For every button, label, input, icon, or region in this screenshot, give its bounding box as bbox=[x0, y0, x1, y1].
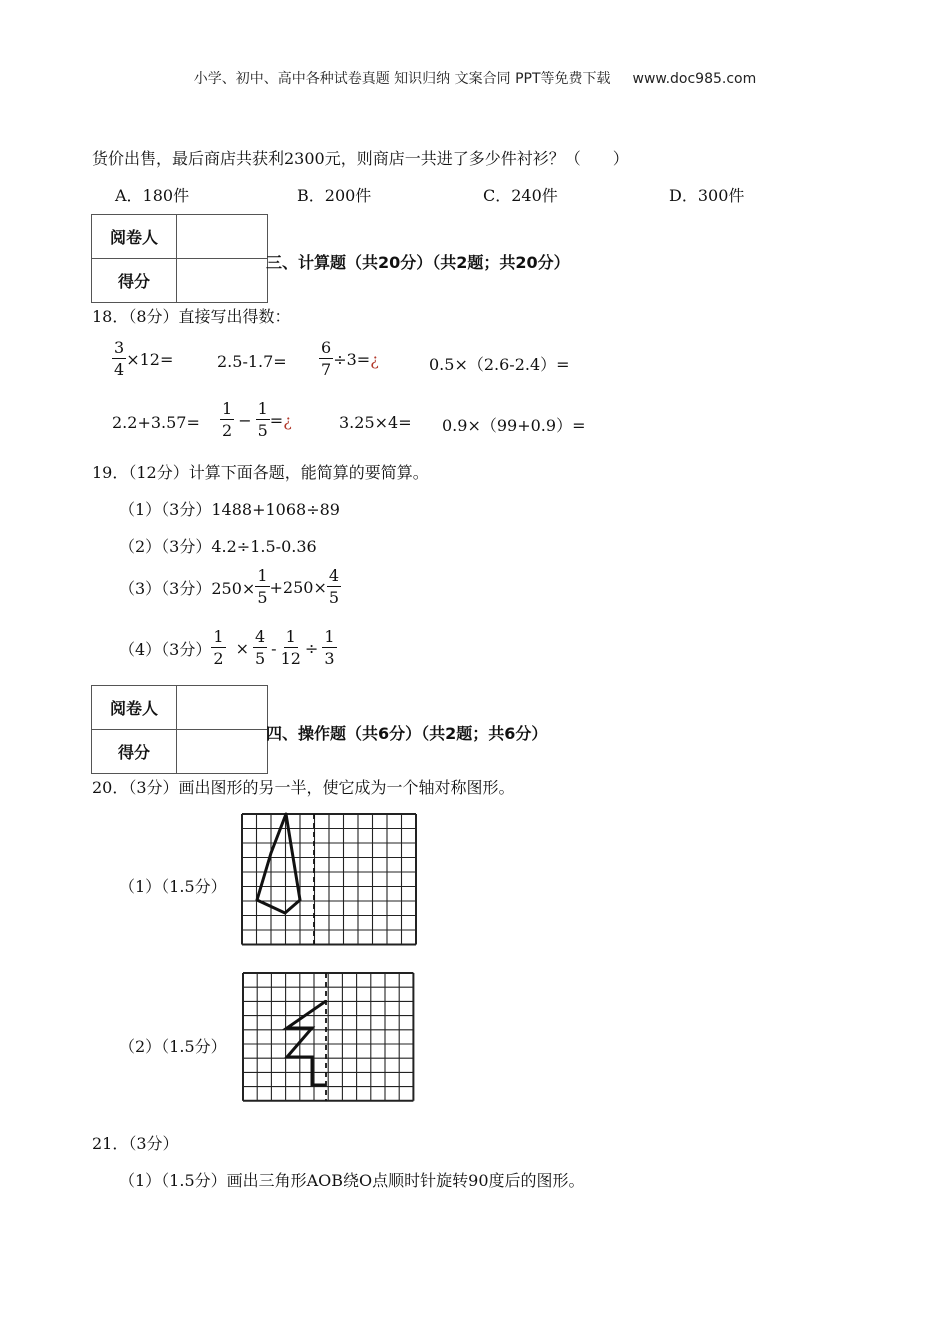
q19-part-4 bbox=[119, 629, 337, 667]
section4-title: 四、操作题（共6分）（共2题；共6分） bbox=[266, 724, 548, 743]
score-label: 得分 bbox=[92, 730, 177, 774]
q18-item-4: 0.5×（2.6-2.4）= bbox=[429, 355, 570, 374]
q19-label: 19．（12分）计算下面各题，能简算的要简算。 bbox=[92, 463, 429, 482]
q17-option-b: B．200件 bbox=[297, 186, 372, 205]
q20-label: 20．（3分）画出图形的另一半，使它成为一个轴对称图形。 bbox=[92, 778, 515, 797]
expr-text: +250× bbox=[269, 577, 327, 597]
inverted-question-mark: ¿ bbox=[370, 349, 379, 369]
score-cell bbox=[177, 730, 268, 774]
expr-text: （3）（3分）250× bbox=[119, 578, 256, 598]
expr-text: ×12= bbox=[126, 349, 174, 369]
page-header bbox=[0, 68, 950, 88]
fraction: $\frac{1}{2}$ bbox=[222, 399, 233, 440]
q18-item-1 bbox=[112, 340, 173, 378]
fraction: $\frac{1}{3}$ bbox=[324, 627, 335, 668]
grid-lines bbox=[242, 814, 416, 945]
fraction: $\frac{3}{4}$ bbox=[114, 338, 125, 379]
expr-text: （4）（3分） bbox=[119, 639, 212, 659]
q19-part-3 bbox=[119, 568, 341, 606]
score-label: 得分 bbox=[92, 259, 177, 303]
reviewer-cell bbox=[177, 686, 268, 730]
inverted-question-mark: ¿ bbox=[283, 410, 292, 430]
grid-figure-2 bbox=[241, 971, 415, 1103]
fraction: $\frac{4}{5}$ bbox=[328, 566, 340, 607]
fraction: $\frac{1}{2}$ bbox=[213, 627, 224, 668]
fraction: $\frac{6}{7}$ bbox=[321, 338, 332, 379]
grid-figure-1 bbox=[240, 812, 418, 946]
reviewer-cell bbox=[177, 215, 268, 259]
fraction: $\frac{1}{12}$ bbox=[280, 627, 301, 668]
fraction: $\frac{1}{5}$ bbox=[257, 399, 268, 440]
q18-item-2: 2.5-1.7= bbox=[217, 352, 287, 371]
header-site: www.doc985.com bbox=[632, 71, 757, 87]
q18-label: 18．（8分）直接写出得数： bbox=[92, 307, 291, 326]
q17-option-c: C．240件 bbox=[483, 186, 558, 205]
grid-lines bbox=[243, 973, 413, 1101]
reviewer-label: 阅卷人 bbox=[92, 215, 177, 259]
q18-item-6 bbox=[220, 401, 292, 439]
score-table-section3 bbox=[91, 214, 268, 303]
q17-text: 货价出售，最后商店共获利2300元，则商店一共进了多少件衬衫？（ ） bbox=[92, 149, 629, 168]
times-sign: × bbox=[235, 638, 249, 658]
q18-item-3 bbox=[319, 340, 379, 378]
score-table-section4 bbox=[91, 685, 268, 774]
q18-item-5: 2.2+3.57= bbox=[112, 413, 200, 432]
q19-part-1: （1）（3分）1488+1068÷89 bbox=[119, 500, 340, 519]
q17-option-a: A．180件 bbox=[115, 186, 190, 205]
fraction: $\frac{4}{5}$ bbox=[254, 627, 266, 668]
divide-sign: ÷ bbox=[304, 638, 319, 658]
q20-part-1: （1）（1.5分） bbox=[119, 877, 227, 896]
section3-title: 三、计算题（共20分）（共2题；共20分） bbox=[266, 253, 570, 272]
header-text: 小学、初中、高中各种试卷真题 知识归纳 文案合同 PPT等免费下载 bbox=[193, 71, 611, 87]
equals-sign: = bbox=[269, 410, 284, 430]
q18-item-8: 0.9×（99+0.9）= bbox=[442, 416, 586, 435]
minus-sign: − bbox=[238, 410, 252, 430]
fraction: $\frac{1}{5}$ bbox=[257, 566, 268, 607]
expr-text: ÷3= bbox=[333, 349, 371, 369]
score-cell bbox=[177, 259, 268, 303]
reviewer-label: 阅卷人 bbox=[92, 686, 177, 730]
q19-part-2: （2）（3分）4.2÷1.5-0.36 bbox=[119, 537, 317, 556]
q21-label: 21．（3分） bbox=[92, 1134, 179, 1153]
q21-part-1: （1）（1.5分）画出三角形AOB绕O点顺时针旋转90度后的图形。 bbox=[119, 1171, 585, 1190]
q17-option-d: D．300件 bbox=[669, 186, 745, 205]
q18-item-7: 3.25×4= bbox=[339, 413, 412, 432]
q20-part-2: （2）（1.5分） bbox=[119, 1037, 227, 1056]
minus-sign: - bbox=[271, 638, 277, 658]
